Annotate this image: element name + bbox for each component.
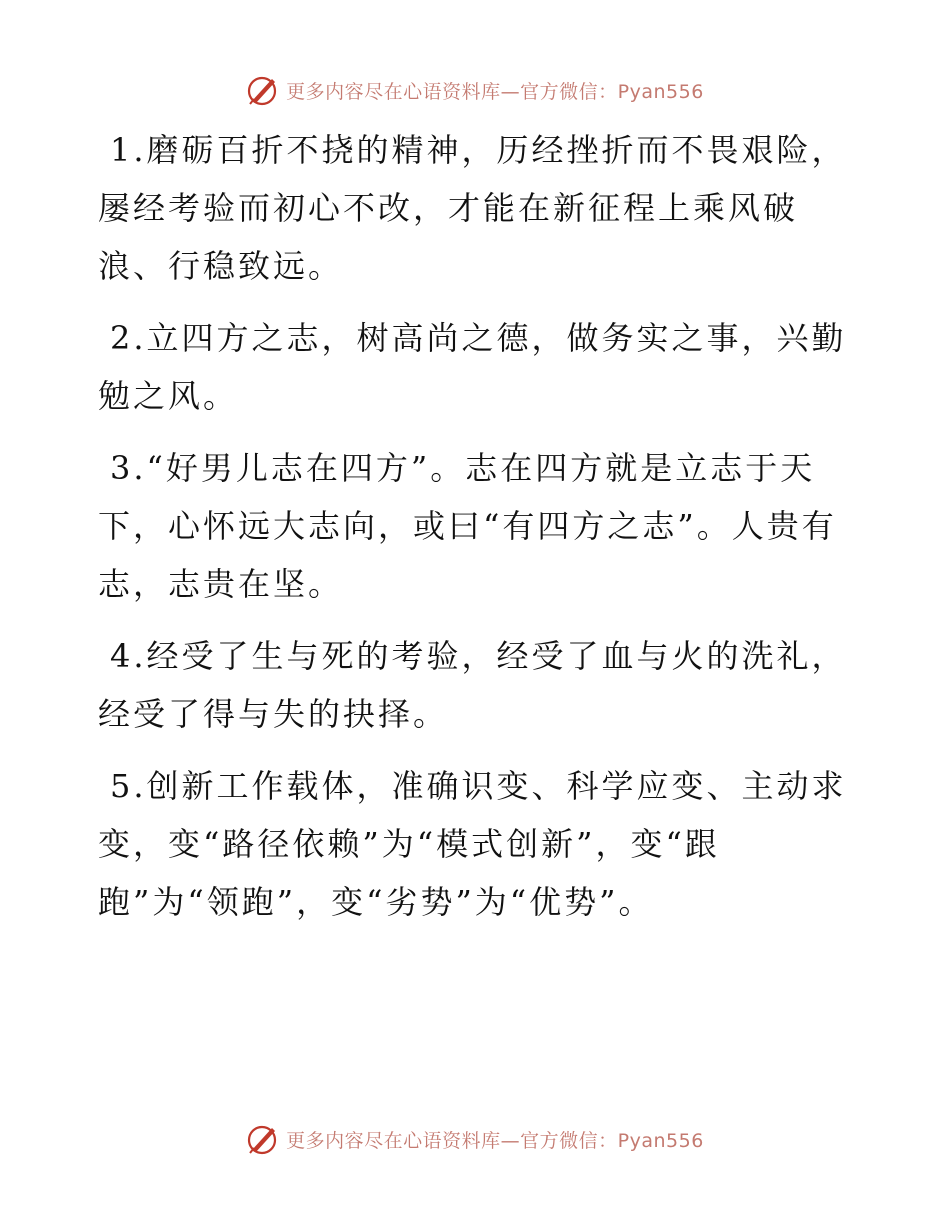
paragraph-4: 4.经受了生与死的考验，经受了血与火的洗礼，经受了得与失的抉择。 xyxy=(98,637,847,733)
footer-watermark-text: 更多内容尽在心语资料库—官方微信：Pyan556 xyxy=(286,1129,704,1152)
quill-pen-logo-icon xyxy=(246,1122,280,1156)
quill-pen-logo-icon xyxy=(246,73,280,107)
header-watermark xyxy=(0,72,950,108)
paragraph-1: 1.磨砺百折不挠的精神，历经挫折而不畏艰险，屡经考验而初心不改，才能在新征程上乘风破浪、行稳致远。 xyxy=(98,131,847,285)
paragraph-3: 3.“好男儿志在四方”。志在四方就是立志于天下，心怀远大志向，或曰“有四方之志”。人贵有志，志贵在坚。 xyxy=(98,449,837,603)
document-body xyxy=(98,121,858,945)
paragraph-2: 2.立四方之志，树高尚之德，做务实之事，兴勤勉之风。 xyxy=(98,319,847,415)
header-watermark-text: 更多内容尽在心语资料库—官方微信：Pyan556 xyxy=(286,80,704,103)
footer-watermark xyxy=(0,1121,950,1157)
paragraph-5: 5.创新工作载体，准确识变、科学应变、主动求变，变“路径依赖”为“模式创新”，变“跟跑”为“领跑”，变“劣势”为“优势”。 xyxy=(98,767,847,921)
